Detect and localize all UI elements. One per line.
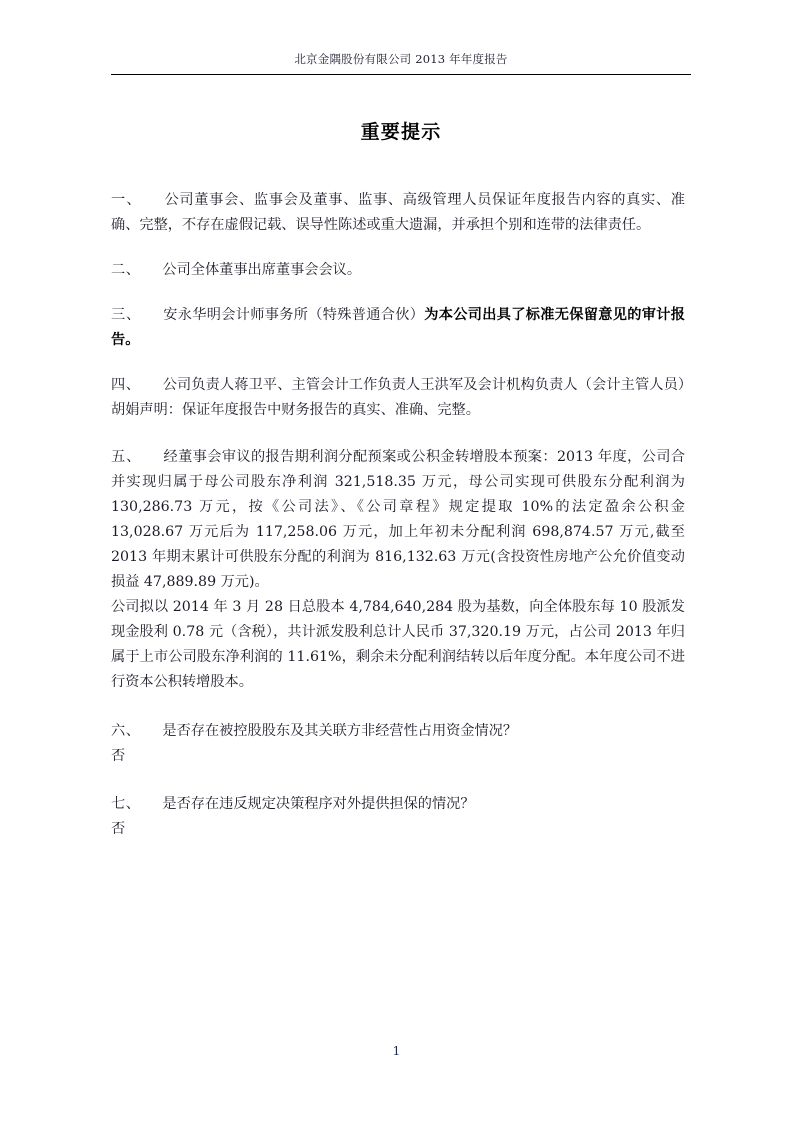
item-text-5-profit-distribution: 经董事会审议的报告期利润分配预案或公积金转增股本预案：2013 年度，公司合并实现归属于母公司股东净利润 321,518.35 万元，母公司实现可供股东分配利润为 130,286.73 万元，按《公司法》、《公司章程》规定提取 10%的法定盈余公积金 13,028.67 万元后为 117,258.06 万元，加上年初未分配利润 698,874.57 万元,截至 2013 年期末累计可供股东分配的利润为 816,132.63 万元(含投资性房地产公允价值变动损益 47,889.89 万元)。 [111, 449, 685, 590]
item-number-1: 一、 [111, 192, 142, 208]
notice-item-2 [111, 258, 685, 283]
item-answer-7: 否 [111, 821, 126, 837]
item-text-1: 公司董事会、监事会及董事、监事、高级管理人员保证年度报告内容的真实、准确、完整，不存在虚假记载、误导性陈述或重大遗漏，并承担个别和连带的法律责任。 [111, 192, 685, 233]
item-number-5: 五、 [111, 449, 142, 465]
notice-item-6 [111, 719, 685, 768]
notice-item-7 [111, 792, 685, 841]
notice-item-3 [111, 303, 685, 353]
item-answer-6: 否 [111, 748, 126, 764]
item-number-3: 三、 [111, 307, 141, 323]
footer-page-number: 1 [392, 1044, 401, 1058]
item-text-7: 是否存在违反规定决策程序对外提供担保的情况？ [162, 796, 475, 812]
item-number-6: 六、 [111, 723, 141, 739]
item-number-7: 七、 [111, 796, 141, 812]
notice-item-4 [111, 373, 685, 423]
item-number-4: 四、 [111, 377, 141, 393]
running-header [111, 52, 691, 67]
item-text-6: 是否存在被控股股东及其关联方非经营性占用资金情况？ [162, 723, 518, 739]
notice-item-5 [111, 445, 685, 695]
item-text-3-auditor-name: 安永华明会计师事务所（特殊普通合伙） [163, 307, 425, 323]
page-title: 重要提示 [360, 121, 442, 143]
item-number-2: 二、 [111, 262, 141, 278]
item-text-2: 公司全体董事出席董事会会议。 [162, 262, 362, 278]
item-text-4: 公司负责人蒋卫平、主管会计工作负责人王洪军及会计机构负责人（会计主管人员）胡娟声明：保证年度报告中财务报告的真实、准确、完整。 [111, 377, 685, 418]
running-header-text: 北京金隅股份有限公司 2013 年年度报告 [294, 52, 508, 66]
document-body [111, 188, 685, 841]
item-text-5-dividend-plan: 公司拟以 2014 年 3 月 28 日总股本 4,784,640,284 股为基数，向全体股东每 10 股派发现金股利 0.78 元（含税），共计派发股利总计人民币 37,320.19 万元，占公司 2013 年归属于上市公司股东净利润的 11.61%，剩余未分配利润结转以后年度分配。本年度公司不进行资本公积转增股本。 [111, 599, 685, 690]
item-text-3-audit-opinion: 为本公司出具了标准无保留意见的审计报告。 [111, 307, 685, 348]
notice-item-1 [111, 188, 685, 238]
header-divider-rule [111, 74, 691, 75]
